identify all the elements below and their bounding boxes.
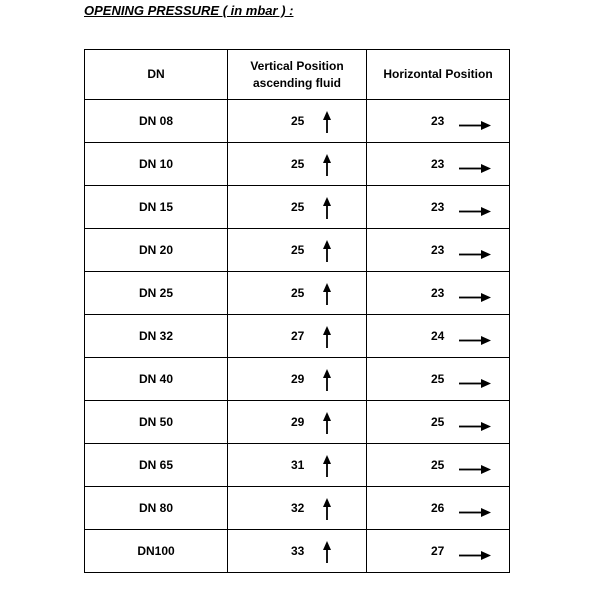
cell-horizontal-position (367, 100, 510, 143)
arrow-up-icon (323, 455, 331, 477)
vertical-pressure-value: 31 (291, 458, 305, 472)
cell-vertical-position (228, 358, 367, 401)
table-row (85, 487, 510, 530)
horizontal-pressure-value: 23 (431, 286, 445, 300)
cell-horizontal-position (367, 401, 510, 444)
cell-vertical-position (228, 186, 367, 229)
horizontal-pressure-value: 23 (431, 157, 445, 171)
arrow-up-icon (323, 197, 331, 219)
vertical-pressure-value: 25 (291, 200, 305, 214)
horizontal-pressure-value: 27 (431, 544, 445, 558)
cell-horizontal-position (367, 444, 510, 487)
horizontal-pressure-value: 23 (431, 114, 445, 128)
arrow-right-icon (459, 205, 491, 214)
horizontal-pressure-value: 25 (431, 458, 445, 472)
header-vertical-line2: ascending fluid (252, 75, 341, 90)
header-vertical-line1: Vertical Position (250, 58, 344, 73)
cell-horizontal-position (367, 272, 510, 315)
table-row (85, 530, 510, 573)
arrow-up-icon (323, 111, 331, 133)
table-row (85, 272, 510, 315)
cell-vertical-position (228, 229, 367, 272)
vertical-pressure-value: 25 (291, 286, 305, 300)
vertical-pressure-value: 25 (291, 114, 305, 128)
table-row (85, 229, 510, 272)
horizontal-pressure-value: 25 (431, 415, 445, 429)
table-row (85, 401, 510, 444)
arrow-right-icon (459, 420, 491, 429)
table-row (85, 315, 510, 358)
cell-dn: DN 65 (85, 444, 228, 487)
vertical-pressure-value: 25 (291, 243, 305, 257)
arrow-right-icon (459, 334, 491, 343)
table-row (85, 143, 510, 186)
header-dn: DN (85, 50, 228, 100)
vertical-pressure-value: 29 (291, 415, 305, 429)
page-heading: OPENING PRESSURE ( in mbar ) : (84, 3, 294, 18)
cell-dn: DN 32 (85, 315, 228, 358)
horizontal-pressure-value: 25 (431, 372, 445, 386)
horizontal-pressure-value: 24 (431, 329, 445, 343)
table-row (85, 444, 510, 487)
cell-vertical-position (228, 315, 367, 358)
arrow-up-icon (323, 154, 331, 176)
table-row (85, 358, 510, 401)
cell-vertical-position (228, 530, 367, 573)
table-row (85, 186, 510, 229)
vertical-pressure-value: 33 (291, 544, 305, 558)
arrow-right-icon (459, 506, 491, 515)
cell-dn: DN100 (85, 530, 228, 573)
cell-horizontal-position (367, 358, 510, 401)
arrow-up-icon (323, 412, 331, 434)
cell-dn: DN 10 (85, 143, 228, 186)
cell-vertical-position (228, 401, 367, 444)
cell-horizontal-position (367, 229, 510, 272)
cell-vertical-position (228, 100, 367, 143)
cell-dn: DN 80 (85, 487, 228, 530)
horizontal-pressure-value: 23 (431, 200, 445, 214)
cell-dn: DN 15 (85, 186, 228, 229)
cell-horizontal-position (367, 186, 510, 229)
arrow-up-icon (323, 369, 331, 391)
table-body (85, 100, 510, 573)
arrow-right-icon (459, 119, 491, 128)
arrow-right-icon (459, 549, 491, 558)
arrow-right-icon (459, 377, 491, 386)
cell-vertical-position (228, 444, 367, 487)
arrow-up-icon (323, 283, 331, 305)
cell-horizontal-position (367, 487, 510, 530)
arrow-up-icon (323, 541, 331, 563)
cell-dn: DN 25 (85, 272, 228, 315)
cell-horizontal-position (367, 315, 510, 358)
table-header-row (85, 50, 510, 100)
horizontal-pressure-value: 26 (431, 501, 445, 515)
cell-horizontal-position (367, 530, 510, 573)
cell-horizontal-position (367, 143, 510, 186)
arrow-right-icon (459, 291, 491, 300)
opening-pressure-table (84, 49, 510, 573)
vertical-pressure-value: 32 (291, 501, 305, 515)
vertical-pressure-value: 27 (291, 329, 305, 343)
vertical-pressure-value: 25 (291, 157, 305, 171)
cell-vertical-position (228, 487, 367, 530)
arrow-up-icon (323, 326, 331, 348)
cell-vertical-position (228, 272, 367, 315)
arrow-up-icon (323, 240, 331, 262)
horizontal-pressure-value: 23 (431, 243, 445, 257)
cell-dn: DN 08 (85, 100, 228, 143)
cell-dn: DN 50 (85, 401, 228, 444)
arrow-right-icon (459, 162, 491, 171)
cell-dn: DN 40 (85, 358, 228, 401)
arrow-up-icon (323, 498, 331, 520)
table-row (85, 100, 510, 143)
header-vertical-position (228, 50, 367, 100)
vertical-pressure-value: 29 (291, 372, 305, 386)
cell-dn: DN 20 (85, 229, 228, 272)
header-horizontal-position: Horizontal Position (367, 50, 510, 100)
cell-vertical-position (228, 143, 367, 186)
arrow-right-icon (459, 463, 491, 472)
arrow-right-icon (459, 248, 491, 257)
